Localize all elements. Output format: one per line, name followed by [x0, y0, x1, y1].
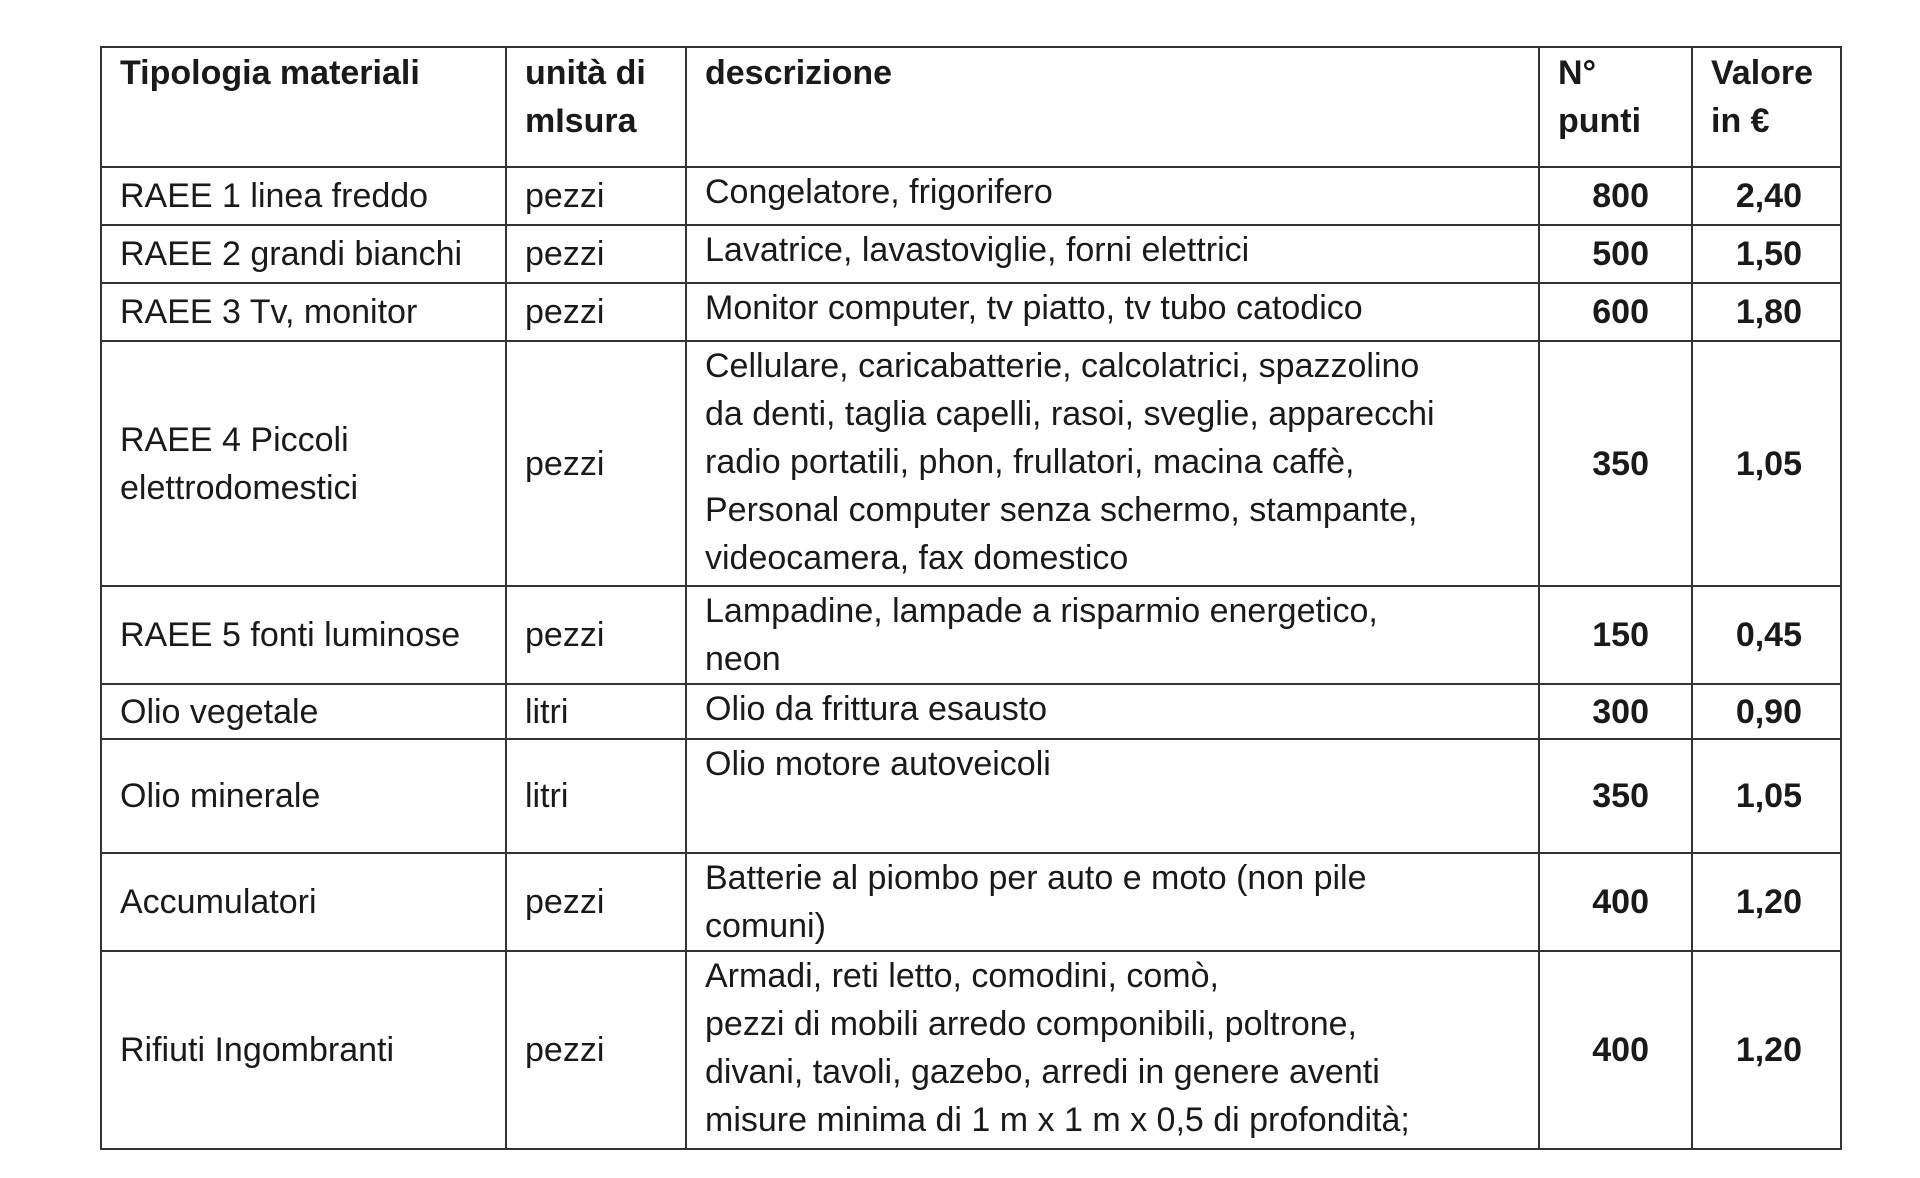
cell-tipologia: RAEE 4 Piccoli elettrodomestici: [101, 341, 506, 586]
header-descrizione: descrizione: [686, 47, 1539, 167]
cell-valore: 0,45: [1692, 586, 1841, 684]
table-row: [101, 853, 1841, 951]
cell-punti: 300: [1539, 684, 1692, 739]
header-row: [101, 47, 1841, 167]
cell-unita: pezzi: [506, 225, 686, 283]
cell-valore: 1,20: [1692, 951, 1841, 1149]
table-row: [101, 739, 1841, 853]
cell-unita: pezzi: [506, 167, 686, 225]
cell-valore: 1,50: [1692, 225, 1841, 283]
cell-tipologia: RAEE 1 linea freddo: [101, 167, 506, 225]
header-valore: Valore in €: [1692, 47, 1841, 167]
header-tipologia: Tipologia materiali: [101, 47, 506, 167]
cell-valore: 1,80: [1692, 283, 1841, 341]
cell-descrizione: Olio motore autoveicoli: [686, 739, 1539, 853]
cell-tipologia: Olio vegetale: [101, 684, 506, 739]
cell-unita: litri: [506, 739, 686, 853]
table-row: [101, 951, 1841, 1149]
cell-punti: 500: [1539, 225, 1692, 283]
cell-tipologia: Rifiuti Ingombranti: [101, 951, 506, 1149]
table-row: [101, 283, 1841, 341]
table-row: [101, 684, 1841, 739]
cell-punti: 400: [1539, 951, 1692, 1149]
cell-unita: pezzi: [506, 951, 686, 1149]
cell-punti: 600: [1539, 283, 1692, 341]
cell-tipologia: Accumulatori: [101, 853, 506, 951]
cell-unita: pezzi: [506, 341, 686, 586]
cell-unita: litri: [506, 684, 686, 739]
table-row: [101, 341, 1841, 586]
cell-tipologia: RAEE 5 fonti luminose: [101, 586, 506, 684]
cell-descrizione: Lampadine, lampade a risparmio energetico, neon: [686, 586, 1539, 684]
cell-tipologia: RAEE 3 Tv, monitor: [101, 283, 506, 341]
cell-punti: 150: [1539, 586, 1692, 684]
cell-unita: pezzi: [506, 586, 686, 684]
cell-descrizione: Armadi, reti letto, comodini, comò, pezzi di mobili arredo componibili, poltrone, divani, tavoli, gazebo, arredi in genere aventi misure minima di 1 m x 1 m x 0,5 di profondità;: [686, 951, 1539, 1149]
cell-descrizione: Batterie al piombo per auto e moto (non pile comuni): [686, 853, 1539, 951]
cell-valore: 1,05: [1692, 341, 1841, 586]
cell-valore: 0,90: [1692, 684, 1841, 739]
materials-table: [100, 46, 1842, 1150]
cell-unita: pezzi: [506, 853, 686, 951]
cell-punti: 350: [1539, 739, 1692, 853]
cell-descrizione: Olio da frittura esausto: [686, 684, 1539, 739]
cell-descrizione: Congelatore, frigorifero: [686, 167, 1539, 225]
table-row: [101, 586, 1841, 684]
header-punti: N° punti: [1539, 47, 1692, 167]
cell-tipologia: RAEE 2 grandi bianchi: [101, 225, 506, 283]
cell-valore: 2,40: [1692, 167, 1841, 225]
cell-punti: 800: [1539, 167, 1692, 225]
cell-valore: 1,05: [1692, 739, 1841, 853]
cell-tipologia: Olio minerale: [101, 739, 506, 853]
cell-punti: 400: [1539, 853, 1692, 951]
table-row: [101, 167, 1841, 225]
cell-unita: pezzi: [506, 283, 686, 341]
cell-descrizione: Cellulare, caricabatterie, calcolatrici, spazzolino da denti, taglia capelli, rasoi, sveglie, apparecchi radio portatili, phon, frullatori, macina caffè, Personal computer senza schermo, stampante, videocamera, fax domestico: [686, 341, 1539, 586]
cell-descrizione: Lavatrice, lavastoviglie, forni elettrici: [686, 225, 1539, 283]
table-row: [101, 225, 1841, 283]
cell-punti: 350: [1539, 341, 1692, 586]
cell-valore: 1,20: [1692, 853, 1841, 951]
cell-descrizione: Monitor computer, tv piatto, tv tubo catodico: [686, 283, 1539, 341]
header-unita: unità di mIsura: [506, 47, 686, 167]
